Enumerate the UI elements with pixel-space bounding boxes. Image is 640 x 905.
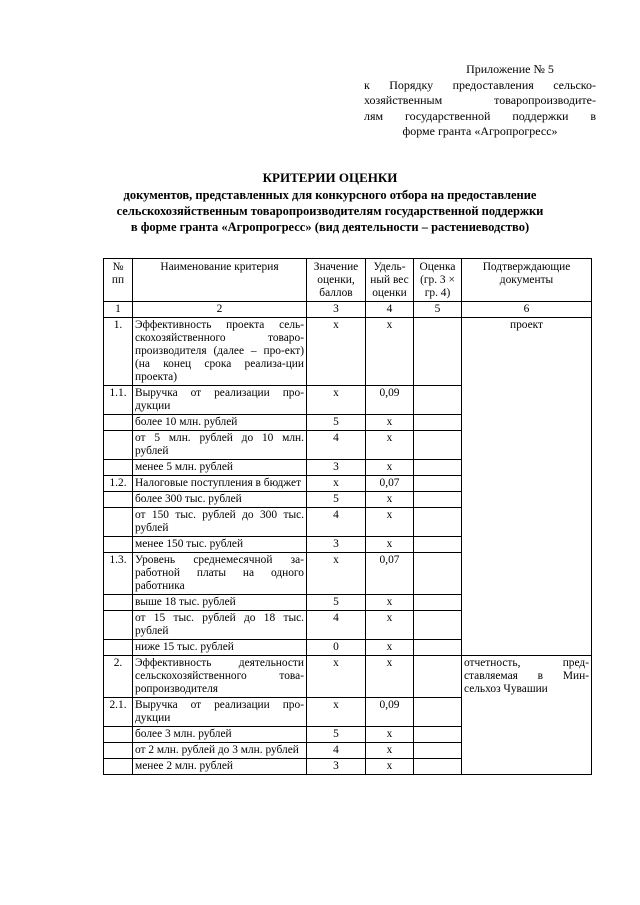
heading-line: в форме гранта «Агропрогресс» (вид деятельности – растениеводство) [130, 220, 530, 234]
appendix-line: лям государственной поддержки в [364, 108, 596, 123]
score-result [414, 727, 462, 743]
header-cell: Значение оценки, баллов [307, 259, 366, 302]
row-number [104, 611, 133, 640]
score-result [414, 743, 462, 759]
row-number [104, 727, 133, 743]
header-cell: № пп [104, 259, 133, 302]
criterion-name: менее 5 млн. рублей [133, 460, 307, 476]
row-number: 2.1. [104, 698, 133, 727]
score-value: 4 [307, 611, 366, 640]
heading-line: документов, представленных для конкурсного отбора на предоставление [123, 188, 537, 202]
criteria-table [103, 258, 592, 775]
criterion-name: Выручка от реализации про-дукции [133, 386, 307, 415]
supporting-document: отчетность, пред-ставляемая в Мин-сельхоз Чувашии [462, 656, 592, 775]
score-weight: х [366, 595, 414, 611]
score-weight: 0,07 [366, 553, 414, 595]
criterion-name: от 5 млн. рублей до 10 млн. рублей [133, 431, 307, 460]
score-value: 5 [307, 415, 366, 431]
score-value: х [307, 656, 366, 698]
criterion-name: Налоговые поступления в бюджет [133, 476, 307, 492]
score-value: 0 [307, 640, 366, 656]
score-result [414, 415, 462, 431]
score-value: 3 [307, 759, 366, 775]
table-row [104, 656, 592, 698]
appendix-block [364, 62, 596, 139]
score-value: 4 [307, 431, 366, 460]
score-result [414, 476, 462, 492]
column-number: 2 [133, 302, 307, 318]
score-value: х [307, 318, 366, 386]
criterion-name: менее 2 млн. рублей [133, 759, 307, 775]
score-weight: х [366, 318, 414, 386]
score-weight: х [366, 759, 414, 775]
supporting-document: проект [462, 318, 592, 656]
score-result [414, 656, 462, 698]
score-result [414, 640, 462, 656]
score-value: 3 [307, 537, 366, 553]
score-weight: 0,09 [366, 386, 414, 415]
criterion-name: Эффективность проекта сель-скохозяйственного товаро-производителя (далее – про-ект) (на конец срока реализа-ции проекта) [133, 318, 307, 386]
score-value: х [307, 553, 366, 595]
score-weight: х [366, 656, 414, 698]
score-weight: х [366, 460, 414, 476]
score-value: 4 [307, 508, 366, 537]
score-weight: х [366, 537, 414, 553]
criterion-name: более 10 млн. рублей [133, 415, 307, 431]
score-result [414, 508, 462, 537]
criterion-name: более 3 млн. рублей [133, 727, 307, 743]
appendix-line: хозяйственным товаропроизводите- [364, 93, 596, 108]
row-number [104, 415, 133, 431]
column-number: 4 [366, 302, 414, 318]
row-number [104, 743, 133, 759]
criterion-name: ниже 15 тыс. рублей [133, 640, 307, 656]
score-value: 5 [307, 595, 366, 611]
score-result [414, 553, 462, 595]
row-number: 1.2. [104, 476, 133, 492]
criterion-name: выше 18 тыс. рублей [133, 595, 307, 611]
column-number: 6 [462, 302, 592, 318]
score-weight: х [366, 743, 414, 759]
criterion-name: от 2 млн. рублей до 3 млн. рублей [133, 743, 307, 759]
row-number: 1. [104, 318, 133, 386]
row-number [104, 595, 133, 611]
appendix-line: форме гранта «Агропрогресс» [402, 123, 558, 138]
score-result [414, 595, 462, 611]
score-weight: х [366, 508, 414, 537]
score-weight: х [366, 611, 414, 640]
criterion-name: Эффективность деятельности сельскохозяйственного това-ропроизводителя [133, 656, 307, 698]
column-number: 3 [307, 302, 366, 318]
column-number-row [104, 302, 592, 318]
row-number: 1.1. [104, 386, 133, 415]
criterion-name: Уровень среднемесячной за-работной платы на одного работника [133, 553, 307, 595]
row-number [104, 640, 133, 656]
document-heading [80, 170, 580, 235]
score-result [414, 386, 462, 415]
header-cell: Оценка (гр. 3 × гр. 4) [414, 259, 462, 302]
criterion-name: от 15 тыс. рублей до 18 тыс. рублей [133, 611, 307, 640]
score-result [414, 431, 462, 460]
score-weight: х [366, 431, 414, 460]
score-weight: х [366, 640, 414, 656]
score-value: 5 [307, 727, 366, 743]
score-weight: х [366, 727, 414, 743]
row-number: 2. [104, 656, 133, 698]
criterion-name: более 300 тыс. рублей [133, 492, 307, 508]
score-result [414, 698, 462, 727]
heading-line: сельскохозяйственным товаропроизводителям государственной поддержки [116, 204, 544, 218]
row-number [104, 759, 133, 775]
header-cell: Удель-ный вес оценки [366, 259, 414, 302]
row-number: 1.3. [104, 553, 133, 595]
heading-title: КРИТЕРИИ ОЦЕНКИ [262, 170, 398, 185]
row-number [104, 431, 133, 460]
table-header-row [104, 259, 592, 302]
row-number [104, 492, 133, 508]
criterion-name: от 150 тыс. рублей до 300 тыс. рублей [133, 508, 307, 537]
table-body [104, 318, 592, 775]
score-result [414, 318, 462, 386]
score-value: х [307, 698, 366, 727]
header-cell: Подтверждающие документы [462, 259, 592, 302]
header-cell: Наименование критерия [133, 259, 307, 302]
score-weight: х [366, 415, 414, 431]
row-number [104, 460, 133, 476]
score-result [414, 611, 462, 640]
score-value: 5 [307, 492, 366, 508]
appendix-title: Приложение № 5 [466, 62, 554, 76]
score-weight: х [366, 492, 414, 508]
score-result [414, 759, 462, 775]
row-number [104, 508, 133, 537]
criterion-name: менее 150 тыс. рублей [133, 537, 307, 553]
score-value: х [307, 476, 366, 492]
row-number [104, 537, 133, 553]
table-row [104, 318, 592, 386]
score-value: 3 [307, 460, 366, 476]
column-number: 5 [414, 302, 462, 318]
score-value: х [307, 386, 366, 415]
score-result [414, 537, 462, 553]
score-weight: 0,09 [366, 698, 414, 727]
criterion-name: Выручка от реализации про-дукции [133, 698, 307, 727]
score-value: 4 [307, 743, 366, 759]
score-weight: 0,07 [366, 476, 414, 492]
score-result [414, 492, 462, 508]
appendix-line: к Порядку предоставления сельско- [364, 78, 596, 93]
score-result [414, 460, 462, 476]
column-number: 1 [104, 302, 133, 318]
